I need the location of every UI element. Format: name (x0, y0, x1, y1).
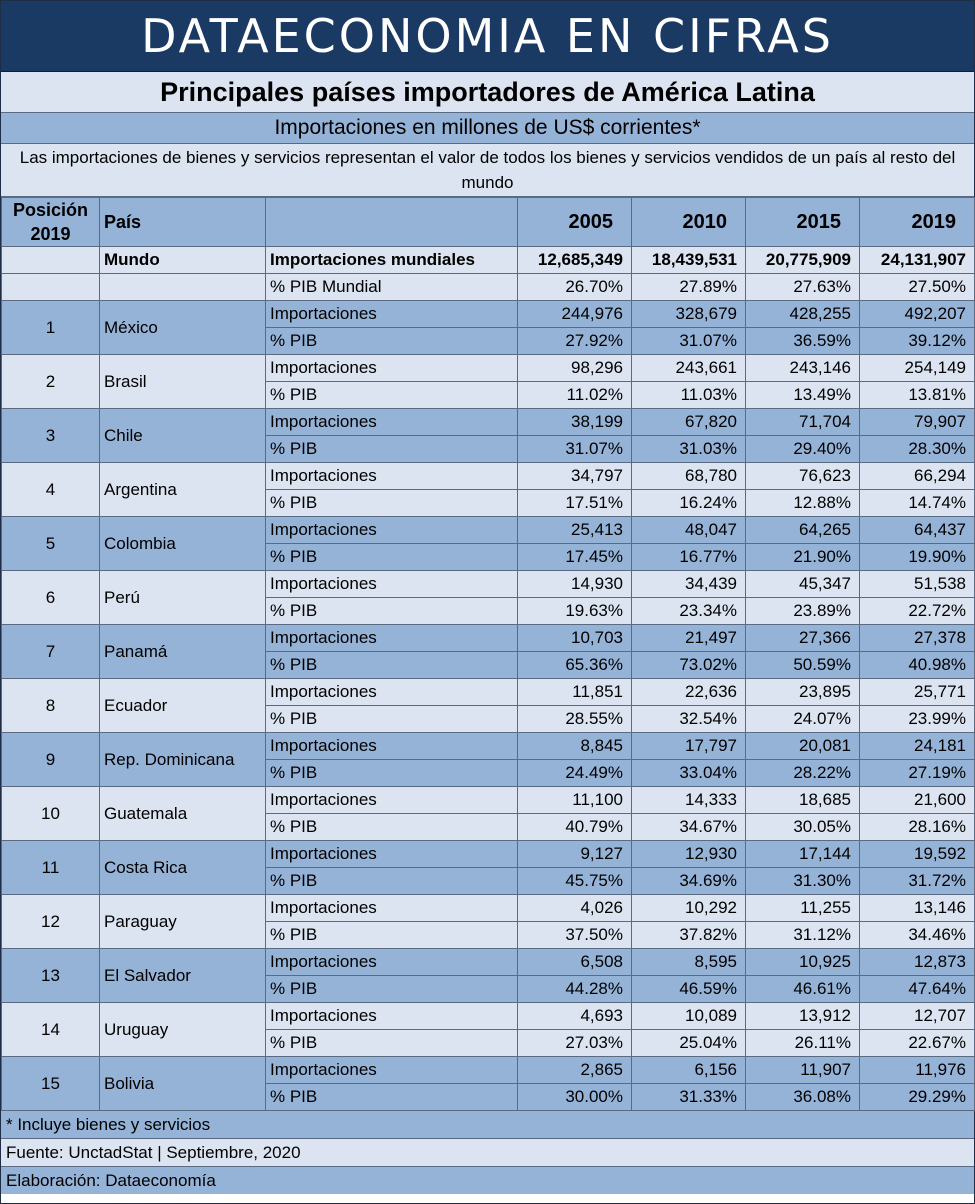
imports-value: 6,508 (518, 949, 632, 976)
gdp-value: 31.72% (860, 868, 975, 895)
gdp-value: 22.67% (860, 1030, 975, 1057)
imports-value: 492,207 (860, 301, 975, 328)
imports-value: 10,925 (746, 949, 860, 976)
gdp-value: 44.28% (518, 976, 632, 1003)
gdp-value: 27.03% (518, 1030, 632, 1057)
gdp-value: 31.12% (746, 922, 860, 949)
gdp-value: 19.63% (518, 598, 632, 625)
imports-value: 67,820 (632, 409, 746, 436)
gdp-value: 28.30% (860, 436, 975, 463)
imports-value: 79,907 (860, 409, 975, 436)
gdp-value: 39.12% (860, 328, 975, 355)
gdp-label: % PIB (266, 490, 518, 517)
gdp-value: 37.82% (632, 922, 746, 949)
gdp-value: 24.49% (518, 760, 632, 787)
country-imports-row (2, 571, 975, 598)
world-imports-value: 18,439,531 (632, 247, 746, 274)
imports-value: 68,780 (632, 463, 746, 490)
world-gdp-position (2, 274, 100, 301)
world-imports-value: 12,685,349 (518, 247, 632, 274)
imports-value: 14,333 (632, 787, 746, 814)
imports-value: 23,895 (746, 679, 860, 706)
imports-value: 45,347 (746, 571, 860, 598)
world-gdp-value: 27.63% (746, 274, 860, 301)
gdp-value: 23.99% (860, 706, 975, 733)
imports-value: 4,026 (518, 895, 632, 922)
imports-value: 34,797 (518, 463, 632, 490)
country-name: Colombia (100, 517, 266, 571)
imports-value: 71,704 (746, 409, 860, 436)
world-label: Mundo (100, 247, 266, 274)
gdp-value: 16.24% (632, 490, 746, 517)
gdp-value: 16.77% (632, 544, 746, 571)
world-gdp-country (100, 274, 266, 301)
header-country: País (100, 198, 266, 247)
gdp-value: 28.22% (746, 760, 860, 787)
imports-value: 254,149 (860, 355, 975, 382)
imports-value: 21,497 (632, 625, 746, 652)
imports-label: Importaciones (266, 571, 518, 598)
gdp-label: % PIB (266, 706, 518, 733)
gdp-value: 36.08% (746, 1084, 860, 1111)
imports-value: 21,600 (860, 787, 975, 814)
imports-value: 64,265 (746, 517, 860, 544)
imports-label: Importaciones (266, 679, 518, 706)
imports-value: 14,930 (518, 571, 632, 598)
gdp-value: 26.11% (746, 1030, 860, 1057)
country-position: 6 (2, 571, 100, 625)
gdp-value: 19.90% (860, 544, 975, 571)
gdp-value: 31.33% (632, 1084, 746, 1111)
country-imports-row (2, 841, 975, 868)
country-name: Costa Rica (100, 841, 266, 895)
gdp-value: 28.55% (518, 706, 632, 733)
country-name: Rep. Dominicana (100, 733, 266, 787)
gdp-value: 12.88% (746, 490, 860, 517)
footnote: * Incluye bienes y servicios (1, 1111, 974, 1139)
gdp-value: 21.90% (746, 544, 860, 571)
country-position: 10 (2, 787, 100, 841)
imports-value: 8,845 (518, 733, 632, 760)
imports-value: 51,538 (860, 571, 975, 598)
gdp-value: 33.04% (632, 760, 746, 787)
gdp-value: 11.02% (518, 382, 632, 409)
imports-value: 428,255 (746, 301, 860, 328)
country-imports-row (2, 679, 975, 706)
gdp-value: 29.29% (860, 1084, 975, 1111)
brand-banner: DATAECONOMIA EN CIFRAS (1, 1, 974, 72)
imports-value: 11,976 (860, 1057, 975, 1084)
world-gdp-label: % PIB Mundial (266, 274, 518, 301)
country-imports-row (2, 463, 975, 490)
imports-label: Importaciones (266, 301, 518, 328)
country-name: Paraguay (100, 895, 266, 949)
country-name: Chile (100, 409, 266, 463)
country-name: Brasil (100, 355, 266, 409)
gdp-label: % PIB (266, 436, 518, 463)
gdp-value: 28.16% (860, 814, 975, 841)
imports-value: 48,047 (632, 517, 746, 544)
imports-value: 10,703 (518, 625, 632, 652)
imports-value: 2,865 (518, 1057, 632, 1084)
imports-label: Importaciones (266, 355, 518, 382)
gdp-value: 11.03% (632, 382, 746, 409)
header-year: 2019 (860, 198, 975, 247)
gdp-value: 65.36% (518, 652, 632, 679)
imports-value: 10,089 (632, 1003, 746, 1030)
imports-value: 24,181 (860, 733, 975, 760)
header-year: 2005 (518, 198, 632, 247)
gdp-value: 30.05% (746, 814, 860, 841)
gdp-value: 46.59% (632, 976, 746, 1003)
imports-value: 11,255 (746, 895, 860, 922)
imports-label: Importaciones (266, 841, 518, 868)
imports-value: 98,296 (518, 355, 632, 382)
country-position: 11 (2, 841, 100, 895)
country-name: México (100, 301, 266, 355)
imports-label: Importaciones (266, 787, 518, 814)
gdp-value: 50.59% (746, 652, 860, 679)
gdp-label: % PIB (266, 598, 518, 625)
country-name: Bolivia (100, 1057, 266, 1111)
gdp-value: 27.19% (860, 760, 975, 787)
imports-value: 10,292 (632, 895, 746, 922)
imports-value: 244,976 (518, 301, 632, 328)
country-position: 9 (2, 733, 100, 787)
gdp-value: 23.34% (632, 598, 746, 625)
country-imports-row (2, 733, 975, 760)
gdp-value: 37.50% (518, 922, 632, 949)
gdp-value: 17.45% (518, 544, 632, 571)
country-name: Perú (100, 571, 266, 625)
imports-value: 8,595 (632, 949, 746, 976)
country-name: Ecuador (100, 679, 266, 733)
imports-value: 243,146 (746, 355, 860, 382)
country-position: 1 (2, 301, 100, 355)
country-imports-row (2, 301, 975, 328)
imports-table (1, 197, 975, 1111)
gdp-value: 40.79% (518, 814, 632, 841)
world-gdp-value: 27.50% (860, 274, 975, 301)
country-position: 3 (2, 409, 100, 463)
gdp-value: 30.00% (518, 1084, 632, 1111)
world-imports-row (2, 247, 975, 274)
country-imports-row (2, 409, 975, 436)
gdp-value: 45.75% (518, 868, 632, 895)
imports-value: 64,437 (860, 517, 975, 544)
country-position: 13 (2, 949, 100, 1003)
page-title: Principales países importadores de América Latina (1, 72, 974, 113)
gdp-value: 29.40% (746, 436, 860, 463)
imports-value: 12,930 (632, 841, 746, 868)
gdp-value: 31.07% (518, 436, 632, 463)
country-position: 8 (2, 679, 100, 733)
world-gdp-row (2, 274, 975, 301)
country-position: 2 (2, 355, 100, 409)
imports-label: Importaciones (266, 409, 518, 436)
world-imports-label: Importaciones mundiales (266, 247, 518, 274)
gdp-value: 36.59% (746, 328, 860, 355)
gdp-value: 34.46% (860, 922, 975, 949)
imports-value: 27,366 (746, 625, 860, 652)
gdp-value: 17.51% (518, 490, 632, 517)
gdp-value: 31.03% (632, 436, 746, 463)
imports-label: Importaciones (266, 895, 518, 922)
imports-label: Importaciones (266, 1003, 518, 1030)
gdp-value: 27.92% (518, 328, 632, 355)
country-position: 14 (2, 1003, 100, 1057)
gdp-label: % PIB (266, 544, 518, 571)
imports-label: Importaciones (266, 463, 518, 490)
country-position: 4 (2, 463, 100, 517)
country-name: Uruguay (100, 1003, 266, 1057)
subtitle: Importaciones en millones de US$ corrientes* (1, 113, 974, 144)
gdp-value: 31.30% (746, 868, 860, 895)
country-position: 15 (2, 1057, 100, 1111)
imports-value: 12,707 (860, 1003, 975, 1030)
imports-label: Importaciones (266, 733, 518, 760)
gdp-label: % PIB (266, 652, 518, 679)
country-imports-row (2, 949, 975, 976)
source-note: Fuente: UnctadStat | Septiembre, 2020 (1, 1139, 974, 1167)
gdp-value: 47.64% (860, 976, 975, 1003)
gdp-value: 32.54% (632, 706, 746, 733)
imports-value: 38,199 (518, 409, 632, 436)
gdp-value: 73.02% (632, 652, 746, 679)
imports-label: Importaciones (266, 949, 518, 976)
country-name: Panamá (100, 625, 266, 679)
header-position: Posición 2019 (2, 198, 100, 247)
gdp-value: 13.49% (746, 382, 860, 409)
country-imports-row (2, 895, 975, 922)
imports-value: 19,592 (860, 841, 975, 868)
imports-value: 17,144 (746, 841, 860, 868)
imports-value: 11,851 (518, 679, 632, 706)
imports-value: 6,156 (632, 1057, 746, 1084)
gdp-label: % PIB (266, 814, 518, 841)
imports-value: 13,912 (746, 1003, 860, 1030)
gdp-label: % PIB (266, 1084, 518, 1111)
gdp-value: 31.07% (632, 328, 746, 355)
imports-value: 25,413 (518, 517, 632, 544)
imports-label: Importaciones (266, 1057, 518, 1084)
gdp-value: 46.61% (746, 976, 860, 1003)
country-position: 5 (2, 517, 100, 571)
world-position (2, 247, 100, 274)
header-indicator (266, 198, 518, 247)
imports-value: 18,685 (746, 787, 860, 814)
country-imports-row (2, 1057, 975, 1084)
country-imports-row (2, 625, 975, 652)
imports-value: 243,661 (632, 355, 746, 382)
imports-value: 11,907 (746, 1057, 860, 1084)
imports-value: 66,294 (860, 463, 975, 490)
world-imports-value: 24,131,907 (860, 247, 975, 274)
header-year: 2015 (746, 198, 860, 247)
header-year: 2010 (632, 198, 746, 247)
world-imports-value: 20,775,909 (746, 247, 860, 274)
gdp-value: 34.67% (632, 814, 746, 841)
gdp-label: % PIB (266, 976, 518, 1003)
gdp-value: 25.04% (632, 1030, 746, 1057)
gdp-value: 34.69% (632, 868, 746, 895)
gdp-value: 40.98% (860, 652, 975, 679)
imports-value: 328,679 (632, 301, 746, 328)
imports-value: 27,378 (860, 625, 975, 652)
gdp-label: % PIB (266, 328, 518, 355)
imports-value: 34,439 (632, 571, 746, 598)
gdp-value: 24.07% (746, 706, 860, 733)
country-name: El Salvador (100, 949, 266, 1003)
imports-value: 4,693 (518, 1003, 632, 1030)
imports-value: 12,873 (860, 949, 975, 976)
imports-value: 20,081 (746, 733, 860, 760)
description: Las importaciones de bienes y servicios representan el valor de todos los bienes y servicios vendidos de un país al resto del mundo (1, 144, 974, 197)
header-row (2, 198, 975, 247)
imports-value: 76,623 (746, 463, 860, 490)
imports-value: 11,100 (518, 787, 632, 814)
imports-value: 25,771 (860, 679, 975, 706)
world-gdp-value: 26.70% (518, 274, 632, 301)
imports-value: 22,636 (632, 679, 746, 706)
country-imports-row (2, 787, 975, 814)
country-imports-row (2, 517, 975, 544)
country-name: Argentina (100, 463, 266, 517)
imports-label: Importaciones (266, 517, 518, 544)
imports-value: 17,797 (632, 733, 746, 760)
gdp-value: 13.81% (860, 382, 975, 409)
gdp-label: % PIB (266, 382, 518, 409)
imports-value: 13,146 (860, 895, 975, 922)
imports-label: Importaciones (266, 625, 518, 652)
country-imports-row (2, 355, 975, 382)
gdp-label: % PIB (266, 922, 518, 949)
country-name: Guatemala (100, 787, 266, 841)
gdp-label: % PIB (266, 868, 518, 895)
gdp-label: % PIB (266, 760, 518, 787)
gdp-label: % PIB (266, 1030, 518, 1057)
country-imports-row (2, 1003, 975, 1030)
gdp-value: 22.72% (860, 598, 975, 625)
credit-note: Elaboración: Dataeconomía (1, 1167, 974, 1194)
gdp-value: 23.89% (746, 598, 860, 625)
country-position: 12 (2, 895, 100, 949)
gdp-value: 14.74% (860, 490, 975, 517)
country-position: 7 (2, 625, 100, 679)
world-gdp-value: 27.89% (632, 274, 746, 301)
imports-value: 9,127 (518, 841, 632, 868)
